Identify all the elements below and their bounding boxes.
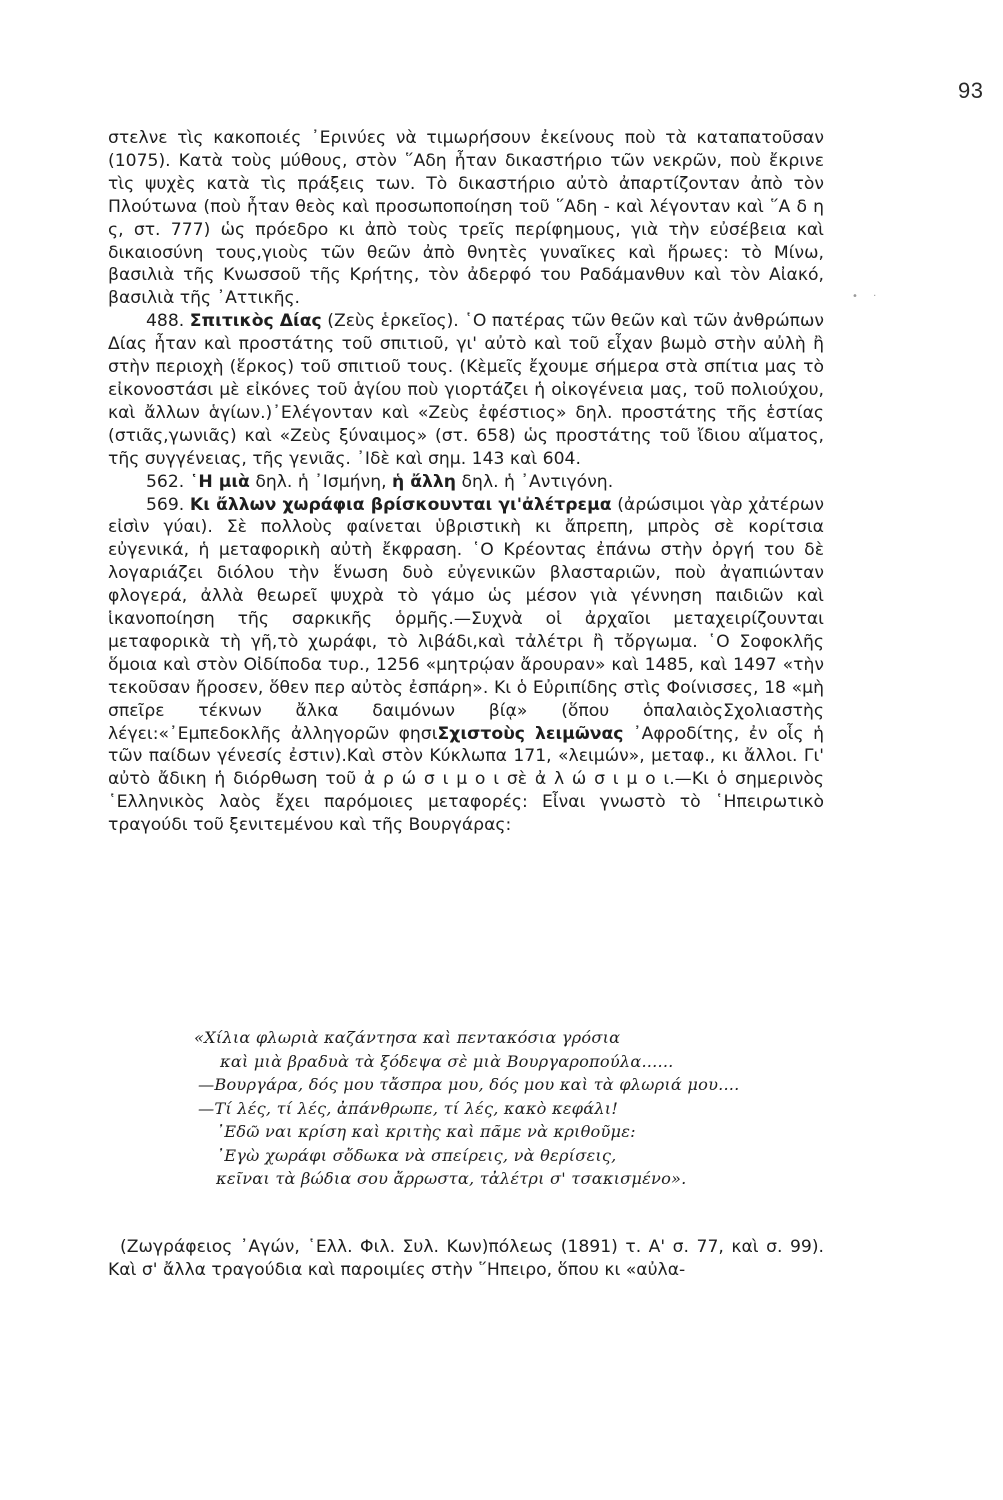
- poem-line: καὶ μιὰ βραδυὰ τὰ ξόδεψα σὲ μιὰ Βουργαροπούλα......: [220, 1051, 674, 1071]
- note-text: (ἀρώσιμοι γὰρ χἀτέρων εἰσὶν γύαι). Σὲ πολλοὺς φαίνεται ὑβριστικὴ κι ἄπρεπη, μπρὸς σὲ κορίτσια εὐγενικά, ἡ μεταφορικὴ αὐτὴ ἔκφραση. ῾Ο Κρέοντας ἐπάνω στὴν ὀργή του δὲ λογαριάζει διόλου τὴν ἕνωση δυὸ εὐγενικῶν βλασταριῶν, ποὺ ἀγαπιώνταν φλογερά, ἀλλὰ θεωρεῖ ψυχρὰ τὸ γάμο ὡς μέσον γιὰ γέννηση παιδιῶν καὶ ἱκανοποίηση τῆς σαρκικῆς ὁρμῆς.—Συχνὰ οἱ ἀρχαῖοι μεταχειρίζουνται μεταφορικὰ τὴ γῆ,τὸ χωράφι, τὸ λιβάδι,καὶ τἀλέτρι ἢ τὄργωμα. ῾Ο Σοφοκλῆς ὅμοια καὶ στὸν Οἰδίποδα τυρ., 1256 «μητρῴαν ἄρουραν» καὶ 1485, καὶ 1497 «τὴν τεκοῦσαν ἤροσεν, ὅθεν περ αὐτὸς ἐσπάρη». Κι ὁ Εὐριπίδης στὶς Φοίνισσες, 18 «μὴ σπεῖρε τέκνων ἄλκα δαιμόνων βίᾳ» (ὅπου ὁπαλαιὸςΣχολιαστὴς λέγει:«᾿Εμπεδοκλῆς ἀλληγορῶν φησι: [108, 494, 824, 744]
- note-text: δηλ. ἡ ᾿Ισμήνη,: [255, 471, 387, 492]
- poem-line: «Χίλια φλωριὰ καζάντησα καὶ πεντακόσια γρόσια: [194, 1028, 621, 1047]
- note-488: [108, 310, 824, 470]
- note-text: (Ζεὺς ἑρκεῖος). ῾Ο πατέρας τῶν θεῶν καὶ τῶν ἀνθρώπων Δίας ἦταν καὶ προστάτης τοῦ σπιτιοῦ, γι' αὐτὸ καὶ τοῦ εἶχαν βωμὸ στὴν αὐλὴ ἢ στὴν περιοχὴ (ἕρκος) τοῦ σπιτιοῦ τους. (Κὲμεῖς ἔχουμε σήμερα στὰ σπίτια μας τὸ εἰκονοστάσι μὲ εἰκόνες τοῦ ἁγίου ποὺ γιορτάζει ἡ οἰκογένεια μας, τοῦ πολιούχου, καὶ ἄλλων ἁγίων.)᾿Ελέγονταν καὶ «Ζεὺς ἐφέστιος» δηλ. προστάτης τῆς ἑστίας (στιᾶς,γωνιᾶς) καὶ «Ζεὺς ξύναιμος» (στ. 658) ὡς προστάτης τοῦ ἴδιου αἵματος, τῆς συγγένειας, τῆς γενιᾶς. ᾿Ιδὲ καὶ σημ. 143 καὶ 604.: [108, 311, 824, 469]
- note-heading: Κι ἄλλων χωράφια βρίσκουνται γι'ἀλέτρεμα: [189, 494, 612, 515]
- poem-line: ᾿Εγὼ χωράφι σὄδωκα νὰ σπείρεις, νὰ θερίσεις,: [216, 1145, 617, 1165]
- main-text: [108, 127, 824, 837]
- page-number: 93: [958, 78, 984, 103]
- margin-marks: • ·: [852, 291, 883, 302]
- note-heading: ῾Η μιὰ: [189, 471, 250, 492]
- note-562: [108, 471, 824, 494]
- poem-line: —Τί λές, τί λές, ἀπάνθρωπε, τί λές, κακὸ κεφάλι!: [198, 1098, 619, 1118]
- note-text-end: δηλ. ἡ ᾿Αντιγόνη.: [461, 471, 614, 492]
- note-number: 569.: [146, 494, 185, 515]
- source-citation: [108, 1236, 824, 1282]
- poem-line: κεῖναι τὰ βώδια σου ἄρρωστα, τἀλέτρι σ' τσακισμένο».: [216, 1169, 687, 1188]
- note-number: 488.: [146, 311, 185, 332]
- note-heading: Σπιτικὸς Δίας: [189, 311, 322, 332]
- note-number: 562.: [146, 471, 185, 492]
- citation-paragraph: (Ζωγράφειος ᾿Αγών, ῾Ελλ. Φιλ. Συλ. Κων)πόλεως (1891) τ. Α' σ. 77, καὶ σ. 99). Καὶ σ' ἄλλα τραγούδια καὶ παροιμίες στὴν ῞Ηπειρο, ὅπου κι «αὐλα-: [108, 1237, 824, 1280]
- note-bold-quote: Σχιστοὺς λειμῶνας: [437, 723, 624, 744]
- note-569: [108, 494, 824, 838]
- folk-song: [194, 1026, 834, 1191]
- note-text-cont: ᾿Αφροδίτης, ἐν οἷς ἡ τῶν παίδων γένεσίς ἐστιν).Καὶ στὸν Κύκλωπα 171, «λειμών», μεταφ., κι ἄλλοι. Γι' αὐτὸ ἄδικη ἡ διόρθωση τοῦ ἀ ρ ώ σ ι μ ο ι σὲ ἀ λ ώ σ ι μ ο ι.—Κι ὁ σημερινὸς ῾Ελληνικὸς λαὸς ἔχει παρόμοιες μεταφορές: Εἶναι γνωστὸ τὸ ῾Ηπειρωτικὸ τραγούδι τοῦ ξενιτεμένου καὶ τῆς Βουργάρας:: [108, 723, 824, 836]
- paragraph-continuation: στελνε τὶς κακοποιές ᾿Ερινύες νὰ τιμωρήσουν ἐκείνους ποὺ τὰ καταπατοῦσαν (1075). Κατὰ τοὺς μύθους, στὸν ῞Αδη ἦταν δικαστήριο τῶν νεκρῶν, ποὺ ἔκρινε τὶς ψυχὲς κατὰ τὶς πράξεις των. Τὸ δικαστήριο αὐτὸ ἀπαρτίζονταν ἀπὸ τὸν Πλούτωνα (ποὺ ἦταν θεὸς καὶ προσωποποίηση τοῦ ῞Αδη - καὶ λέγονταν καὶ ῞Α δ η ς, στ. 777) ὡς πρόεδρο κι ἀπὸ τοὺς τρεῖς περίφημους, γιὰ τὴν εὐσέβεια καὶ δικαιοσύνη τους,γιοὺς τῶν θεῶν ἀπὸ θνητὲς γυναῖκες καὶ ἥρωες: τὸ Μίνω, βασιλιὰ τῆς Κνωσσοῦ τῆς Κρήτης, τὸν ἀδερφό του Ραδάμανθυν καὶ τὸν Αἰακό, βασιλιὰ τῆς ᾿Αττικῆς.: [108, 128, 824, 309]
- note-heading-2: ἡ ἄλλη: [392, 471, 457, 492]
- poem-line: —Βουργάρα, δός μου τἄσπρα μου, δός μου καὶ τὰ φλωριά μου....: [198, 1075, 740, 1094]
- poem-line: ᾿Εδῶ ναι κρίση καὶ κριτὴς καὶ πᾶμε νὰ κριθοῦμε:: [216, 1122, 636, 1141]
